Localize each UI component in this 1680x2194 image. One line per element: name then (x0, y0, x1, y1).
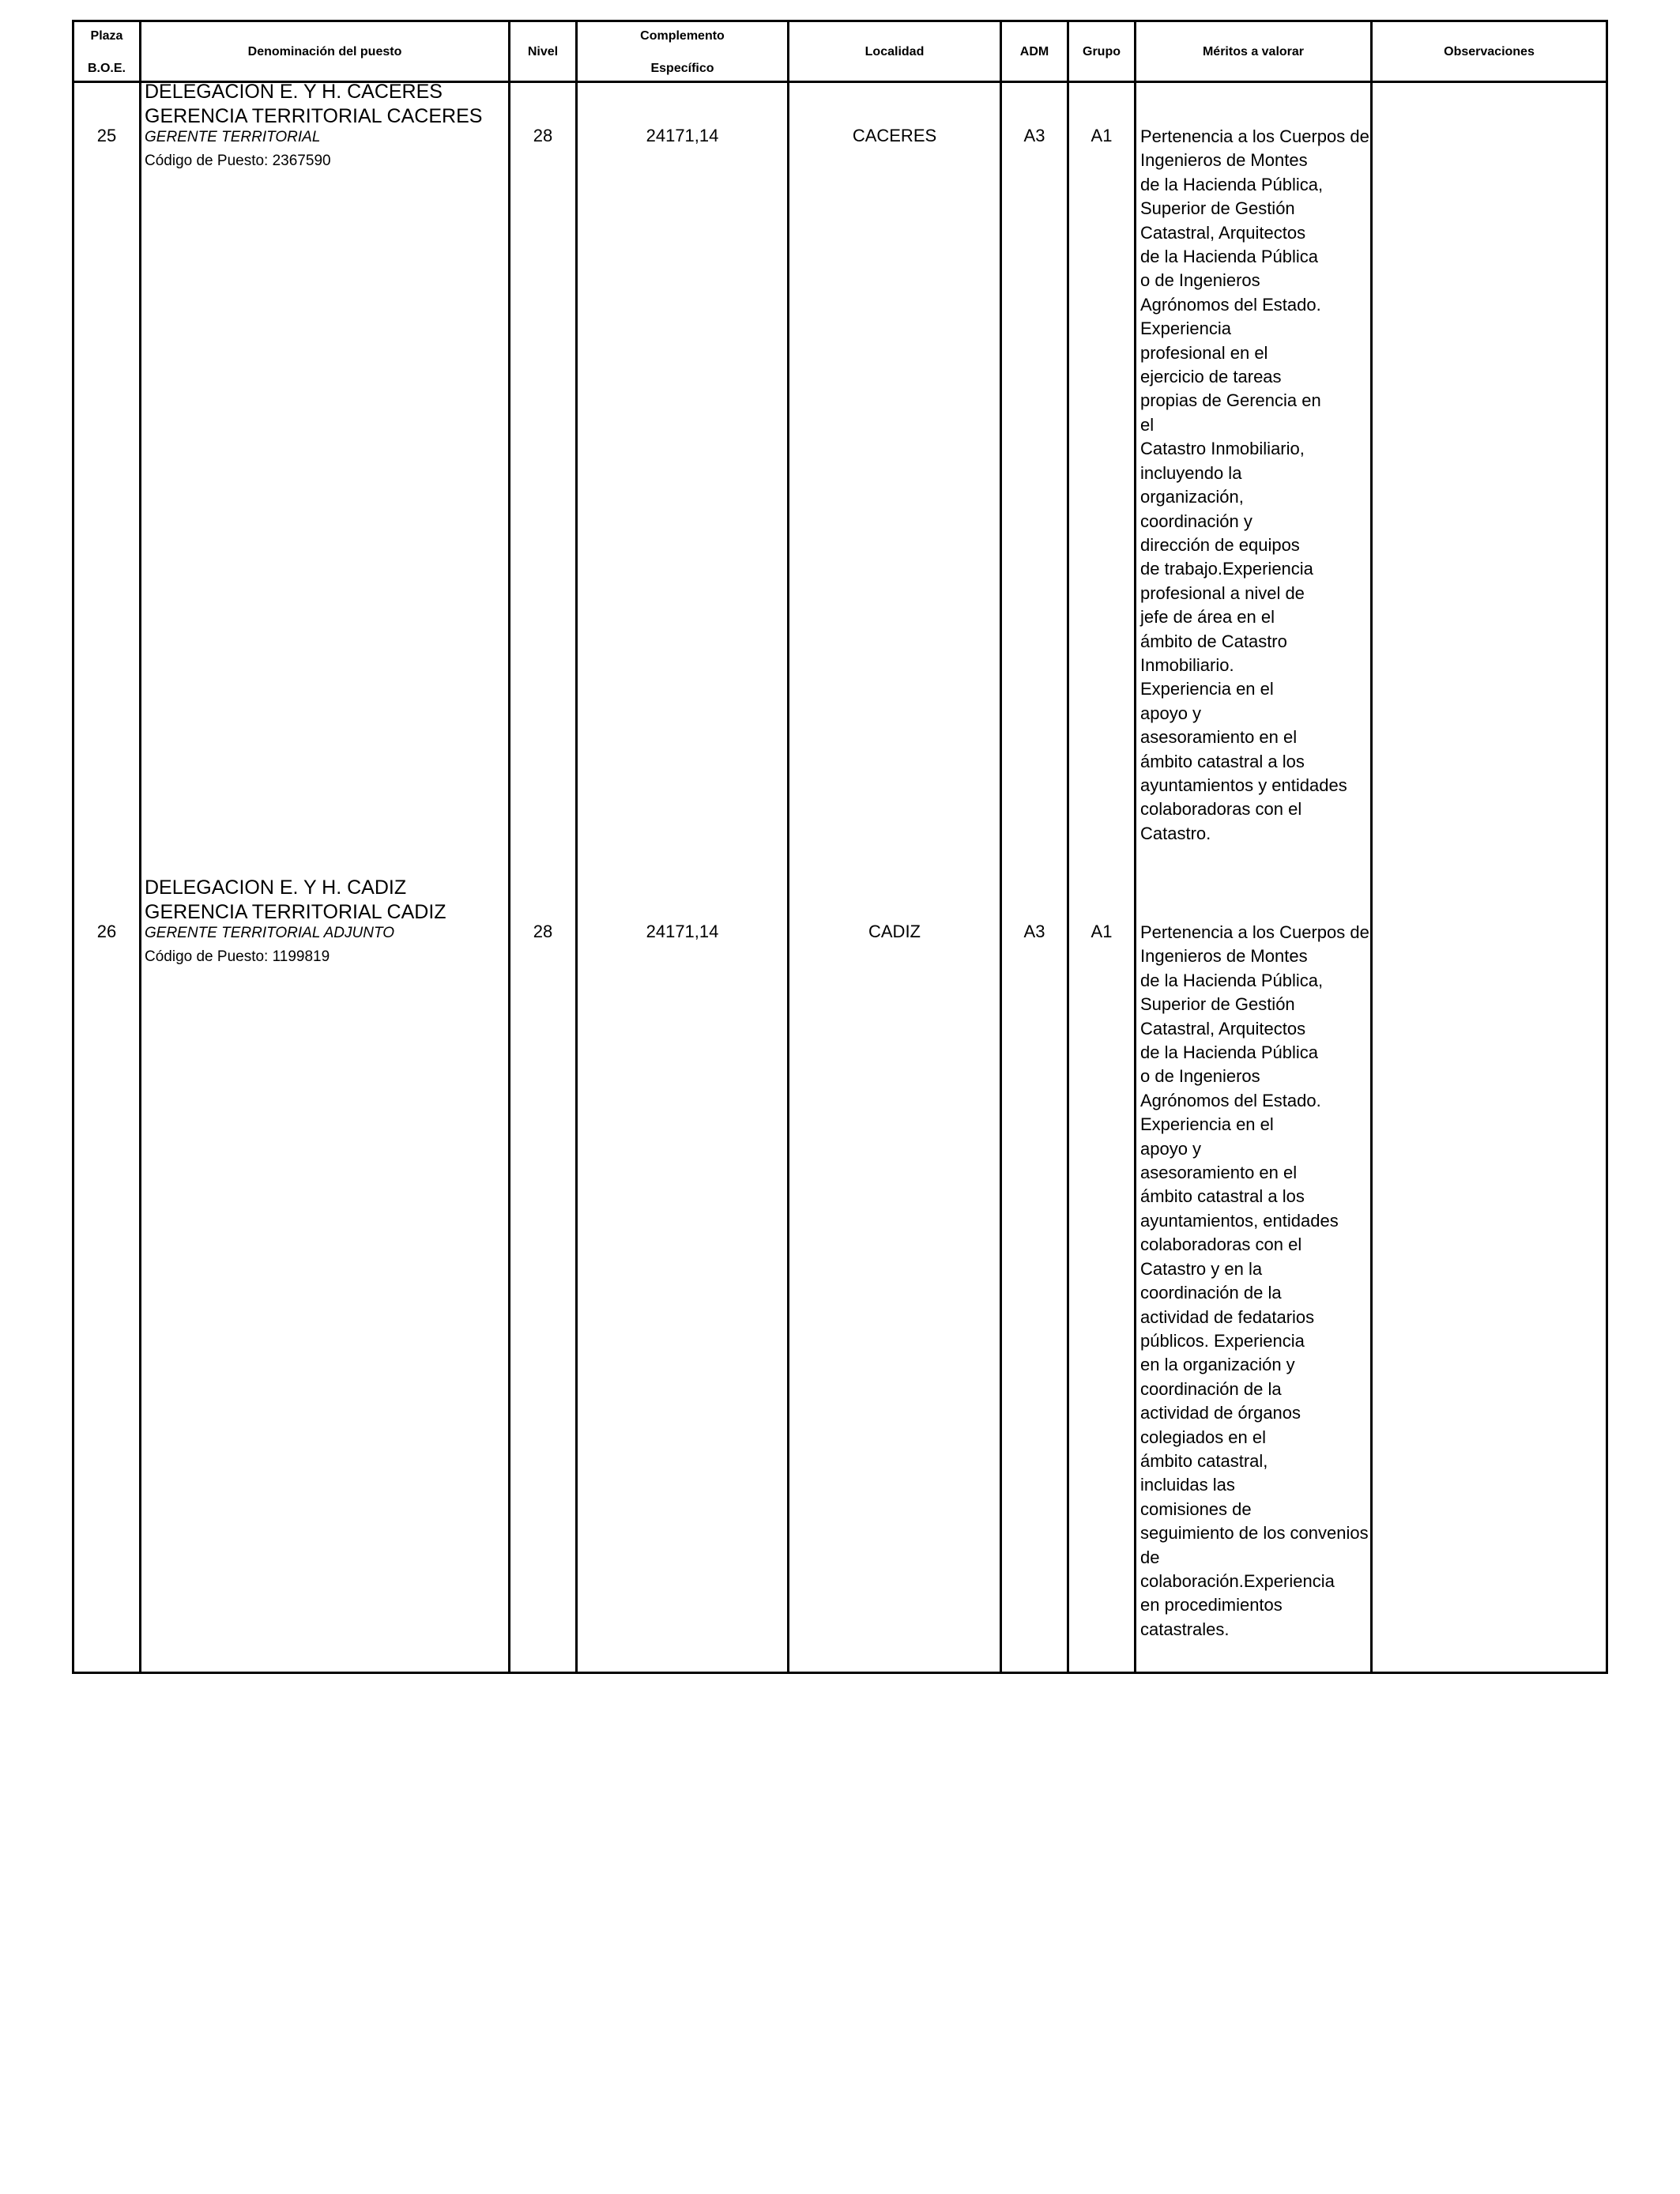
header-meritos (1136, 22, 1370, 81)
delegacion-name: DELEGACION E. Y H. CADIZ (145, 876, 407, 899)
grupo-value: A1 (1090, 922, 1113, 941)
nivel-value: 28 (533, 922, 553, 941)
codigo-puesto: Código de Puesto: 1199819 (145, 948, 330, 965)
header-localidad (789, 22, 1000, 81)
adm-value: A3 (1023, 126, 1045, 145)
codigo-puesto: Código de Puesto: 2367590 (145, 153, 331, 169)
column-divider (575, 22, 578, 1672)
header-nivel (510, 22, 575, 81)
puesto-name: GERENTE TERRITORIAL (145, 129, 321, 145)
header-denominacion (141, 22, 508, 81)
localidad-value: CACERES (852, 126, 937, 145)
column-divider (508, 22, 510, 1672)
header-complemento-line1: Complemento (640, 29, 725, 43)
header-adm (1002, 22, 1067, 81)
header-denominacion-label: Denominación del puesto (247, 44, 402, 58)
plaza-number: 26 (96, 922, 117, 941)
column-divider (139, 22, 141, 1672)
header-grupo-label: Grupo (1083, 44, 1121, 58)
complemento-value: 24171,14 (646, 126, 719, 145)
header-grupo (1069, 22, 1134, 81)
header-nivel-label: Nivel (527, 44, 559, 58)
header-localidad-label: Localidad (864, 44, 925, 58)
column-divider (1370, 22, 1373, 1672)
header-plaza (74, 22, 139, 81)
column-divider (1067, 22, 1069, 1672)
header-observaciones (1373, 22, 1606, 81)
header-plaza-line1: Plaza (90, 29, 123, 43)
header-adm-label: ADM (1019, 44, 1049, 58)
puesto-name: GERENTE TERRITORIAL ADJUNTO (145, 925, 395, 941)
header-plaza-line2: B.O.E. (87, 62, 126, 75)
delegacion-name: DELEGACION E. Y H. CACERES (145, 81, 443, 103)
column-divider (787, 22, 789, 1672)
header-complemento-line2: Específico (650, 62, 714, 75)
gerencia-name: GERENCIA TERRITORIAL CADIZ (145, 901, 446, 923)
localidad-value: CADIZ (868, 922, 921, 941)
meritos-text: Pertenencia a los Cuerpos de Ingenieros de Montes de la Hacienda Pública, Superior de Gestión Catastral, Arquitectos de la Hacienda Pública o de Ingenieros Agrónomos del Estado. Experiencia profesional en el ejercicio de tareas propias de Gerencia en el Catastro Inmobiliario, incluyendo la organización, coordinación y dirección de equipos de trabajo.Experiencia profesional a nivel de jefe de área en el ámbito de Catastro Inmobiliario. Experiencia en el apoyo y asesoramiento en el ámbito catastral a los ayuntamientos y entidades colaboradoras con el Catastro. (1140, 126, 1369, 843)
gerencia-name: GERENCIA TERRITORIAL CACERES (145, 105, 483, 127)
header-observaciones-label: Observaciones (1444, 44, 1535, 58)
plazas-table (72, 20, 1608, 1674)
meritos-text: Pertenencia a los Cuerpos de Ingenieros de Montes de la Hacienda Pública, Superior de Gestión Catastral, Arquitectos de la Hacienda Pública o de Ingenieros Agrónomos del Estado. Experiencia en el apoyo y asesoramiento en el ámbito catastral a los ayuntamientos, entidades colaboradoras con el Catastro y en la coordinación de la actividad de fedatarios públicos. Experiencia en la organización y coordinación de la actividad de órganos colegiados en el ámbito catastral, incluidas las comisiones de seguimiento de los convenios de colaboración.Experiencia en procedimientos catastrales. (1140, 922, 1369, 1639)
column-divider (1000, 22, 1002, 1672)
header-meritos-label: Méritos a valorar (1202, 44, 1305, 58)
column-divider (1134, 22, 1136, 1672)
grupo-value: A1 (1090, 126, 1113, 145)
header-complemento (578, 22, 787, 81)
complemento-value: 24171,14 (646, 922, 719, 941)
nivel-value: 28 (533, 126, 553, 145)
plaza-number: 25 (96, 126, 117, 145)
adm-value: A3 (1023, 922, 1045, 941)
